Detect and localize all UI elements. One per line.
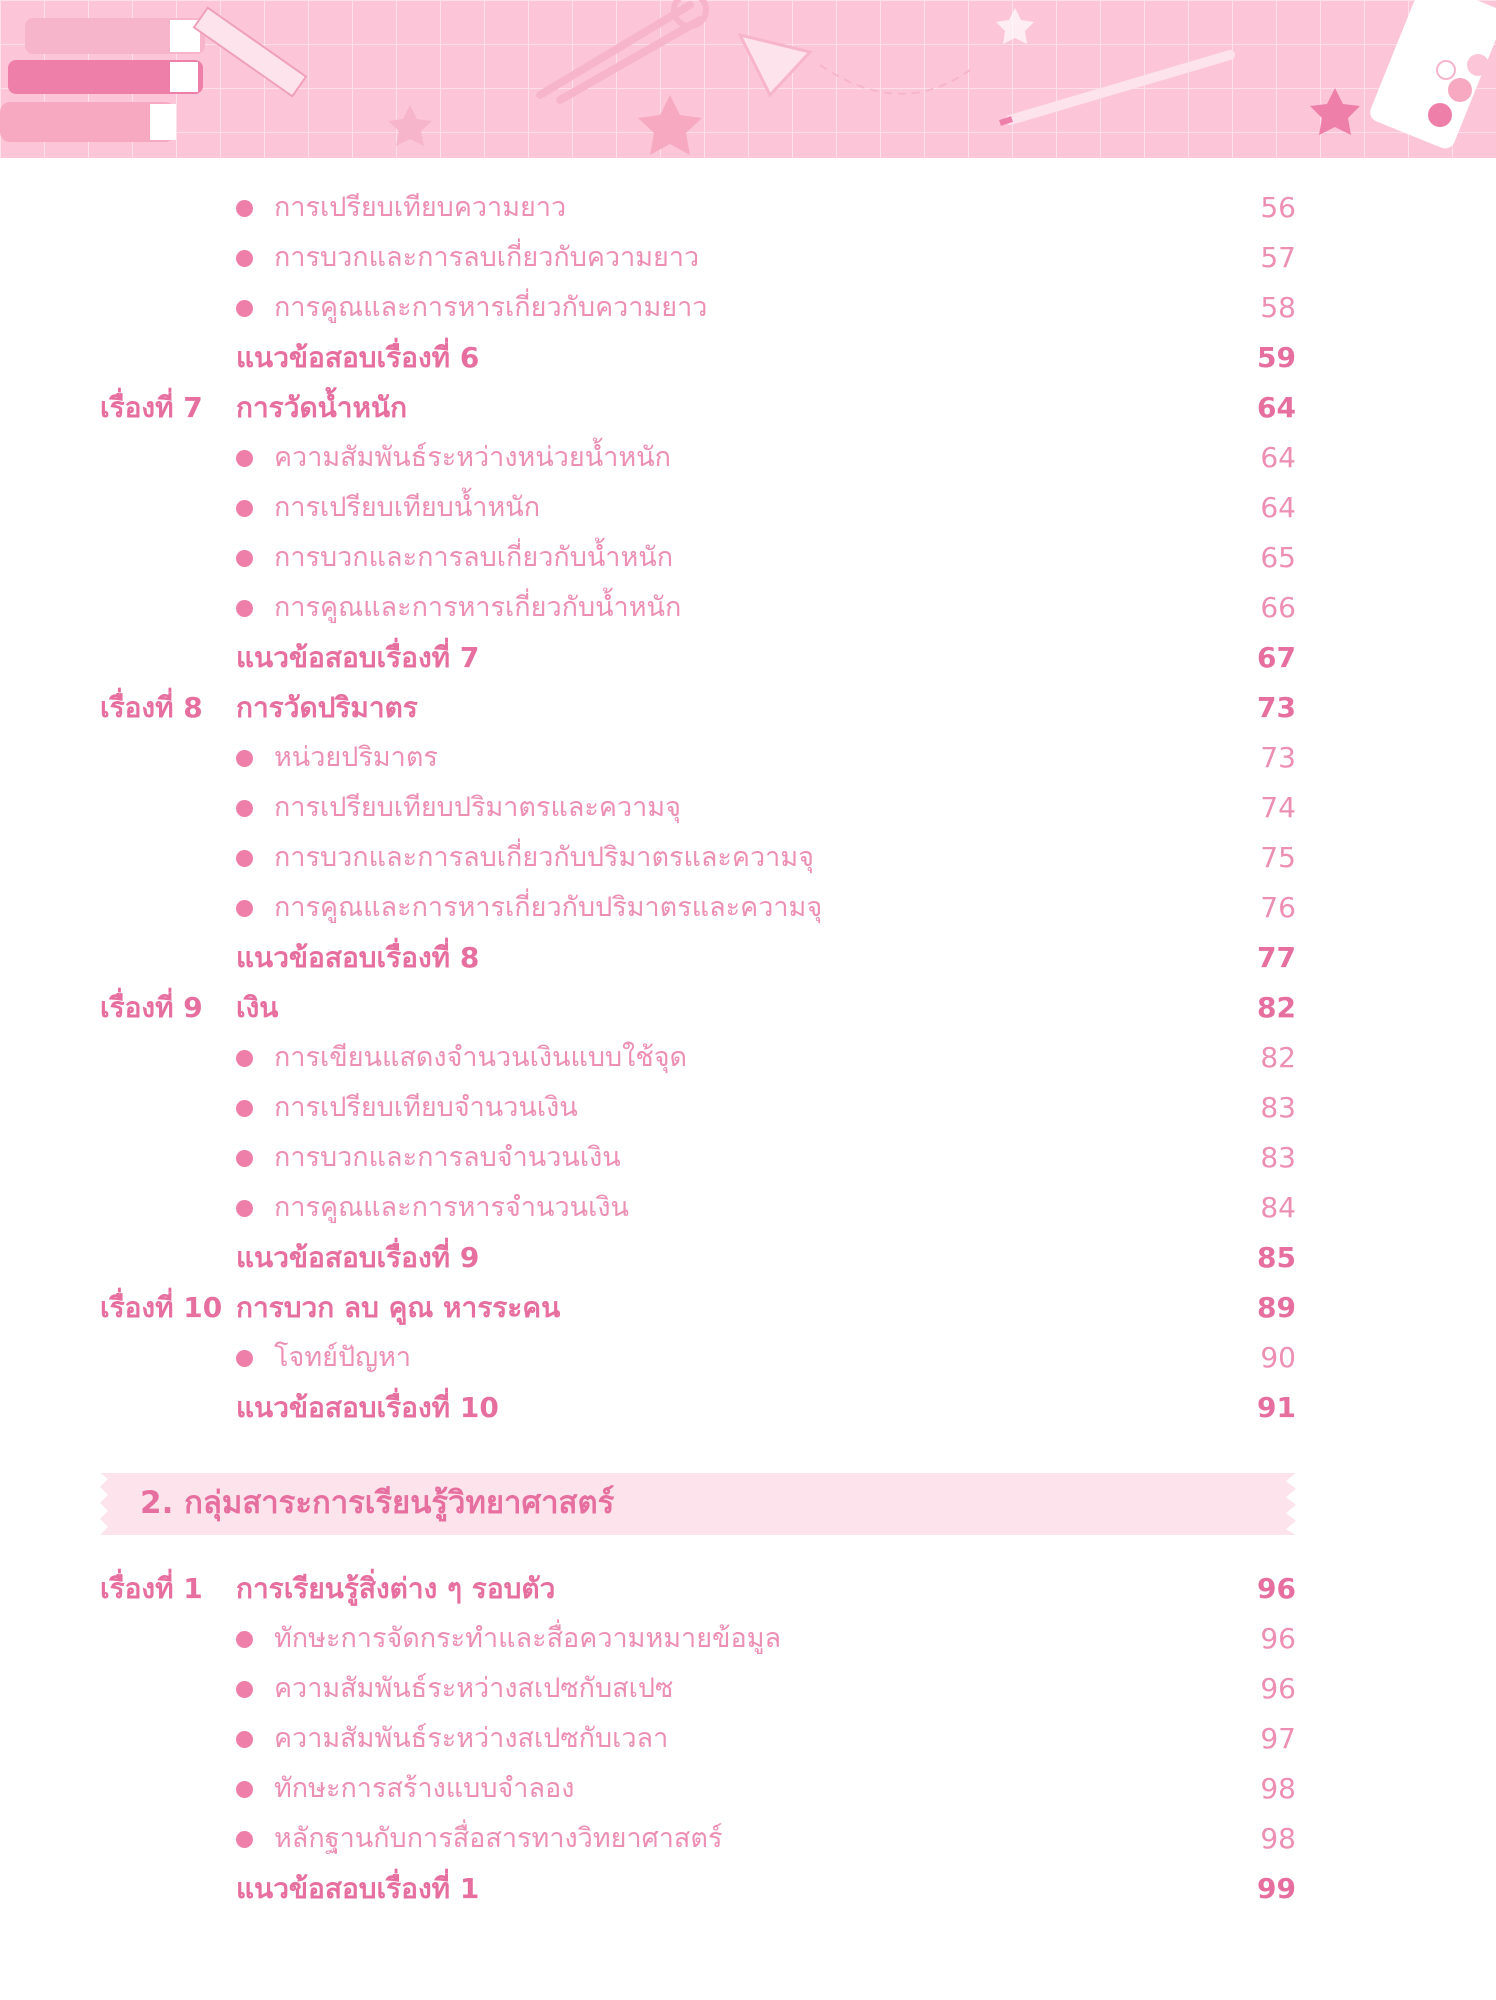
page-number: 64 <box>1257 391 1296 424</box>
page-number: 74 <box>1260 791 1296 824</box>
exercise-title: แนวข้อสอบเรื่องที่ 1 <box>236 1872 480 1905</box>
page-number: 96 <box>1260 1622 1296 1655</box>
page-number: 67 <box>1257 641 1296 674</box>
page-number: 97 <box>1260 1722 1296 1755</box>
toc-exercise-row <box>0 1864 1496 1914</box>
chapter-number: เรื่องที่ 8 <box>100 691 203 724</box>
page-number: 98 <box>1260 1822 1296 1855</box>
toc-chapter-row <box>0 1283 1496 1333</box>
bullet-icon <box>236 1781 253 1798</box>
chapter-title: การบวก ลบ คูณ หารระคน <box>236 1291 561 1324</box>
toc-chapter-row <box>0 1564 1496 1614</box>
item-title: ความสัมพันธ์ระหว่างสเปซกับเวลา <box>274 1723 669 1754</box>
toc-chapter-row <box>0 383 1496 433</box>
item-title: การเปรียบเทียบจำนวนเงิน <box>274 1092 578 1123</box>
item-title: ความสัมพันธ์ระหว่างหน่วยน้ำหนัก <box>274 442 671 473</box>
toc-item-row <box>0 1664 1496 1714</box>
item-title: การบวกและการลบเกี่ยวกับความยาว <box>274 242 700 273</box>
item-title: โจทย์ปัญหา <box>274 1342 412 1373</box>
item-title: ความสัมพันธ์ระหว่างสเปซกับสเปซ <box>274 1673 674 1704</box>
bullet-icon <box>236 900 253 917</box>
exercise-title: แนวข้อสอบเรื่องที่ 9 <box>236 1241 480 1274</box>
toc-item-row <box>0 783 1496 833</box>
toc-item-row <box>0 483 1496 533</box>
page-number: 83 <box>1260 1091 1296 1124</box>
bullet-icon <box>236 1200 253 1217</box>
page-number: 65 <box>1260 541 1296 574</box>
page-number: 73 <box>1260 741 1296 774</box>
item-title: ทักษะการสร้างแบบจำลอง <box>274 1773 575 1804</box>
toc-item-row <box>0 733 1496 783</box>
bullet-icon <box>236 600 253 617</box>
page-number: 66 <box>1260 591 1296 624</box>
item-title: หลักฐานกับการสื่อสารทางวิทยาศาสตร์ <box>274 1823 723 1854</box>
toc-item-row <box>0 183 1496 233</box>
page-number: 77 <box>1257 941 1296 974</box>
toc-item-row <box>0 883 1496 933</box>
page-number: 98 <box>1260 1772 1296 1805</box>
item-title: ทักษะการจัดกระทำและสื่อความหมายข้อมูล <box>274 1623 782 1654</box>
bullet-icon <box>236 1350 253 1367</box>
page-number: 64 <box>1260 491 1296 524</box>
page-number: 82 <box>1257 991 1296 1024</box>
toc-exercise-row <box>0 1383 1496 1433</box>
toc-chapter-row <box>0 983 1496 1033</box>
item-title: การคูณและการหารจำนวนเงิน <box>274 1192 629 1223</box>
page-number: 96 <box>1260 1672 1296 1705</box>
page-number: 83 <box>1260 1141 1296 1174</box>
bullet-icon <box>236 200 253 217</box>
chapter-number: เรื่องที่ 7 <box>100 391 203 424</box>
toc-exercise-row <box>0 1233 1496 1283</box>
page-number: 91 <box>1257 1391 1296 1424</box>
item-title: การบวกและการลบเกี่ยวกับปริมาตรและความจุ <box>274 842 814 873</box>
chapter-title: เงิน <box>236 991 279 1024</box>
toc-item-row <box>0 1033 1496 1083</box>
page-number: 89 <box>1257 1291 1296 1324</box>
toc-item-row <box>0 1333 1496 1383</box>
bullet-icon <box>236 1731 253 1748</box>
toc-item-row <box>0 1133 1496 1183</box>
bullet-icon <box>236 1631 253 1648</box>
bullet-icon <box>236 1681 253 1698</box>
section-banner <box>100 1467 1296 1539</box>
item-title: การเขียนแสดงจำนวนเงินแบบใช้จุด <box>274 1042 688 1073</box>
toc-item-row <box>0 583 1496 633</box>
toc-item-row <box>0 1614 1496 1664</box>
page-number: 82 <box>1260 1041 1296 1074</box>
bullet-icon <box>236 750 253 767</box>
item-title: การคูณและการหารเกี่ยวกับปริมาตรและความจุ <box>274 892 823 923</box>
toc-item-row <box>0 1714 1496 1764</box>
page-number: 75 <box>1260 841 1296 874</box>
chapter-number: เรื่องที่ 1 <box>100 1572 203 1605</box>
page-number: 58 <box>1260 291 1296 324</box>
item-title: การเปรียบเทียบน้ำหนัก <box>274 492 541 523</box>
item-title: การบวกและการลบเกี่ยวกับน้ำหนัก <box>274 542 674 573</box>
toc-item-row <box>0 533 1496 583</box>
page-number: 76 <box>1260 891 1296 924</box>
page-number: 57 <box>1260 241 1296 274</box>
page-number: 96 <box>1257 1572 1296 1605</box>
page-number: 56 <box>1260 191 1296 224</box>
toc-exercise-row <box>0 333 1496 383</box>
page-number: 73 <box>1257 691 1296 724</box>
toc-item-row <box>0 1764 1496 1814</box>
chapter-title: การวัดน้ำหนัก <box>236 391 408 424</box>
item-title: การคูณและการหารเกี่ยวกับความยาว <box>274 292 708 323</box>
page-number: 84 <box>1260 1191 1296 1224</box>
item-title: การบวกและการลบจำนวนเงิน <box>274 1142 621 1173</box>
exercise-title: แนวข้อสอบเรื่องที่ 10 <box>236 1391 499 1424</box>
bullet-icon <box>236 800 253 817</box>
toc-item-row <box>0 433 1496 483</box>
chapter-title: การวัดปริมาตร <box>236 691 418 724</box>
exercise-title: แนวข้อสอบเรื่องที่ 8 <box>236 941 480 974</box>
page-number: 90 <box>1260 1341 1296 1374</box>
bullet-icon <box>236 500 253 517</box>
page-number: 64 <box>1260 441 1296 474</box>
item-title: หน่วยปริมาตร <box>274 742 438 773</box>
bullet-icon <box>236 450 253 467</box>
bullet-icon <box>236 250 253 267</box>
section-title: 2. กลุ่มสาระการเรียนรู้วิทยาศาสตร์ <box>140 1485 615 1521</box>
toc-item-row <box>0 1814 1496 1864</box>
page-number: 59 <box>1257 341 1296 374</box>
chapter-number: เรื่องที่ 10 <box>100 1291 223 1324</box>
page-number: 99 <box>1257 1872 1296 1905</box>
bullet-icon <box>236 1150 253 1167</box>
bullet-icon <box>236 1050 253 1067</box>
chapter-title: การเรียนรู้สิ่งต่าง ๆ รอบตัว <box>236 1572 556 1605</box>
bullet-icon <box>236 1831 253 1848</box>
item-title: การเปรียบเทียบปริมาตรและความจุ <box>274 792 681 823</box>
page-number: 85 <box>1257 1241 1296 1274</box>
chapter-number: เรื่องที่ 9 <box>100 991 203 1024</box>
toc-chapter-row <box>0 683 1496 733</box>
bullet-icon <box>236 850 253 867</box>
toc-item-row <box>0 833 1496 883</box>
item-title: การคูณและการหารเกี่ยวกับน้ำหนัก <box>274 592 682 623</box>
toc-exercise-row <box>0 633 1496 683</box>
toc-item-row <box>0 283 1496 333</box>
exercise-title: แนวข้อสอบเรื่องที่ 7 <box>236 641 480 674</box>
exercise-title: แนวข้อสอบเรื่องที่ 6 <box>236 341 480 374</box>
toc-exercise-row <box>0 933 1496 983</box>
bullet-icon <box>236 550 253 567</box>
bullet-icon <box>236 1100 253 1117</box>
toc-item-row <box>0 233 1496 283</box>
toc-item-row <box>0 1183 1496 1233</box>
item-title: การเปรียบเทียบความยาว <box>274 192 567 223</box>
bullet-icon <box>236 300 253 317</box>
toc-item-row <box>0 1083 1496 1133</box>
